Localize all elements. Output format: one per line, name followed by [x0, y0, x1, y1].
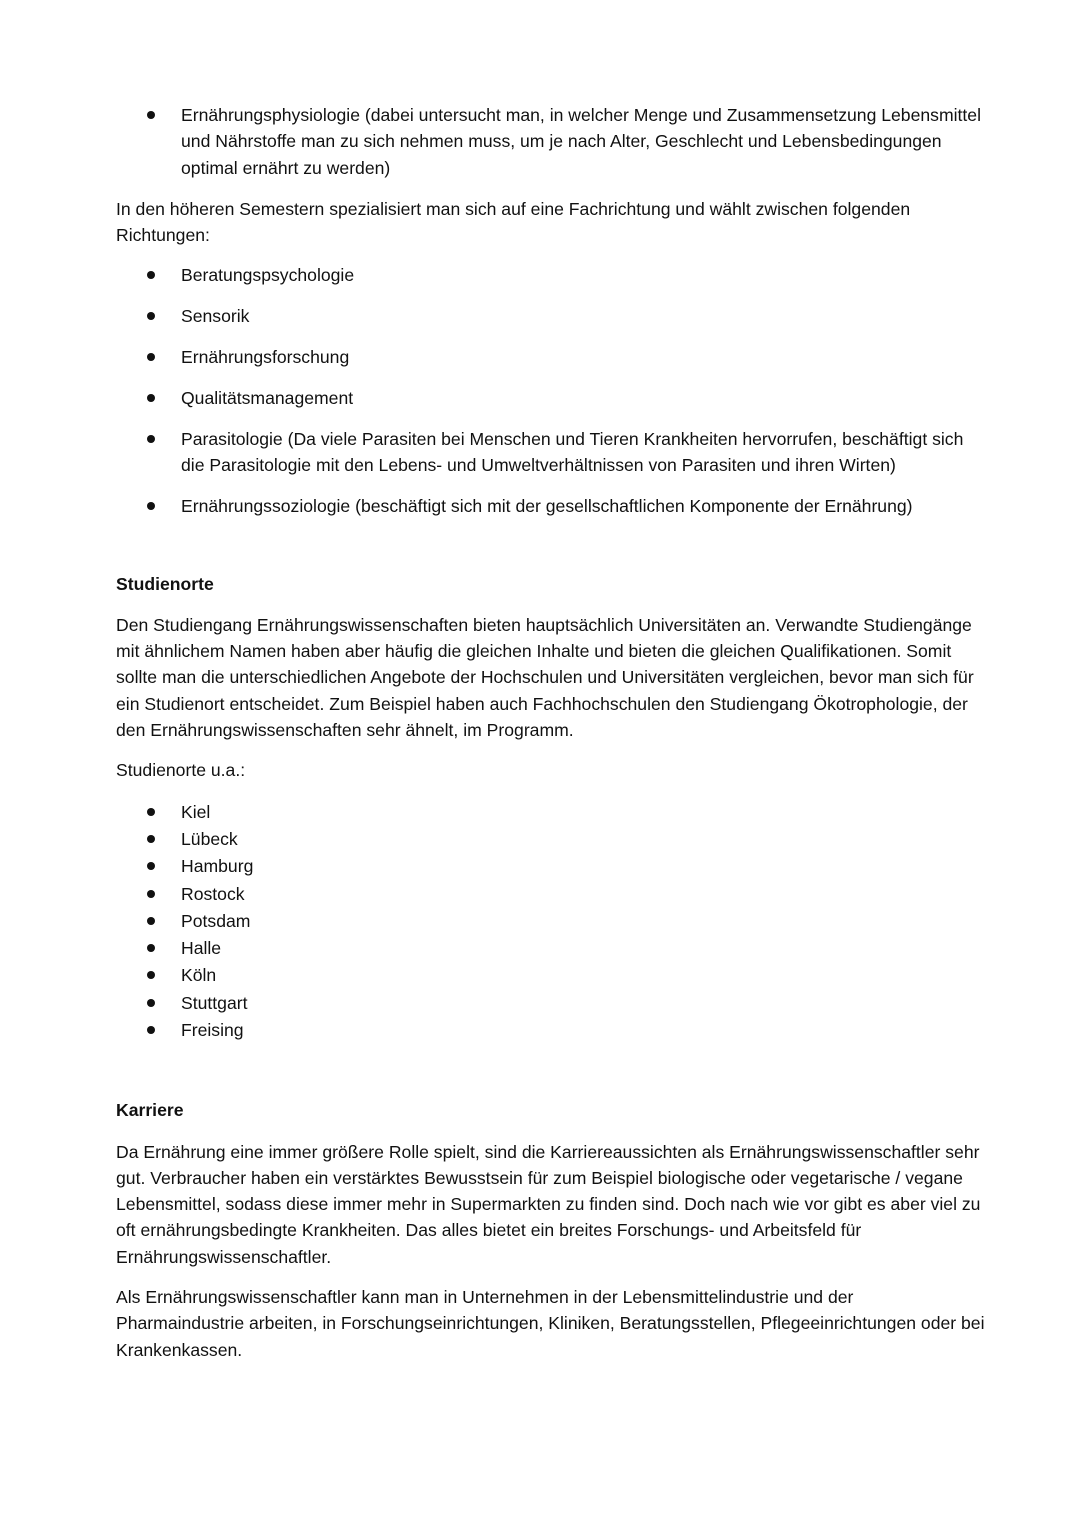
list-item: Ernährungsphysiologie (dabei untersucht man, in welcher Menge und Zusammensetzung Lebensmittel und Nährstoffe man zu sich nehmen muss, um je nach Alter, Geschlecht und Lebensbedingungen optimal ernährt zu werden) — [116, 102, 986, 181]
bullet-icon — [147, 862, 155, 870]
bullet-icon — [147, 271, 155, 279]
intro-list — [116, 102, 986, 181]
list-item: Halle — [116, 935, 986, 961]
bullet-icon — [147, 808, 155, 816]
list-item: Freising — [116, 1017, 986, 1043]
bullet-icon — [147, 999, 155, 1007]
bullet-icon — [147, 917, 155, 925]
list-item: Stuttgart — [116, 990, 986, 1016]
list-item: Rostock — [116, 881, 986, 907]
list-item: Potsdam — [116, 908, 986, 934]
studienorte-list-intro: Studienorte u.a.: — [116, 760, 246, 781]
bullet-icon — [147, 353, 155, 361]
bullet-icon — [147, 1026, 155, 1034]
list-item: Parasitologie (Da viele Parasiten bei Menschen und Tieren Krankheiten hervorrufen, beschäftigt sich die Parasitologie mit den Lebens- und Umweltverhältnissen von Parasiten und ihren Wirten) — [116, 426, 986, 479]
bullet-icon — [147, 971, 155, 979]
list-item: Lübeck — [116, 826, 986, 852]
karriere-paragraph-2: Als Ernährungswissenschaftler kann man in Unternehmen in der Lebensmittelindustrie und der Pharmaindustrie arbeiten, in Forschungseinrichtungen, Kliniken, Beratungsstellen, Pflegeeinrichtungen oder bei Krankenkassen. — [116, 1287, 985, 1360]
list-item: Sensorik — [116, 303, 986, 329]
bullet-icon — [147, 312, 155, 320]
bullet-icon — [147, 835, 155, 843]
list-item: Ernährungsforschung — [116, 344, 986, 370]
bullet-icon — [147, 435, 155, 443]
karriere-paragraph-1: Da Ernährung eine immer größere Rolle spielt, sind die Karriereaussichten als Ernährungswissenschaftler sehr gut. Verbraucher haben ein verstärktes Bewusstsein für zum Beispiel biologische oder vegetarische / vegane Lebensmittel, sodass diese immer mehr in Supermarkten zu finden sind. Doch nach wie vor gibt es aber viel zu oft ernährungsbedingte Krankheiten. Das alles bietet ein breites Forschungs- und Arbeitsfeld für Ernährungswissenschaftler. — [116, 1141, 981, 1267]
bullet-icon — [147, 111, 155, 119]
specialization-paragraph: In den höheren Semestern spezialisiert man sich auf eine Fachrichtung und wählt zwischen folgenden Richtungen: — [116, 198, 911, 246]
bullet-icon — [147, 944, 155, 952]
city-list — [116, 799, 986, 1044]
studienorte-heading: Studienorte — [116, 573, 214, 594]
list-item: Qualitätsmanagement — [116, 385, 986, 411]
bullet-icon — [147, 890, 155, 898]
list-item: Ernährungssoziologie (beschäftigt sich mit der gesellschaftlichen Komponente der Ernährung) — [116, 493, 986, 519]
document-page — [116, 0, 986, 1363]
list-item: Beratungspsychologie — [116, 262, 986, 288]
list-item: Kiel — [116, 799, 986, 825]
list-item: Köln — [116, 962, 986, 988]
studienorte-paragraph: Den Studiengang Ernährungswissenschaften bieten hauptsächlich Universitäten an. Verwandte Studiengänge mit ähnlichem Namen haben aber häufig die gleichen Inhalte und bieten die gleichen Qualifikationen. Somit sollte man die unterschiedlichen Angebote der Hochschulen und Universitäten vergleichen, bevor man sich für ein Studienort entscheidet. Zum Beispiel haben auch Fachhochschulen den Studiengang Ökotrophologie, der den Ernährungswissenschaften sehr ähnelt, im Programm. — [116, 614, 974, 741]
specialization-list — [116, 262, 986, 519]
bullet-icon — [147, 502, 155, 510]
bullet-icon — [147, 394, 155, 402]
list-item: Hamburg — [116, 853, 986, 879]
karriere-heading: Karriere — [116, 1100, 184, 1121]
